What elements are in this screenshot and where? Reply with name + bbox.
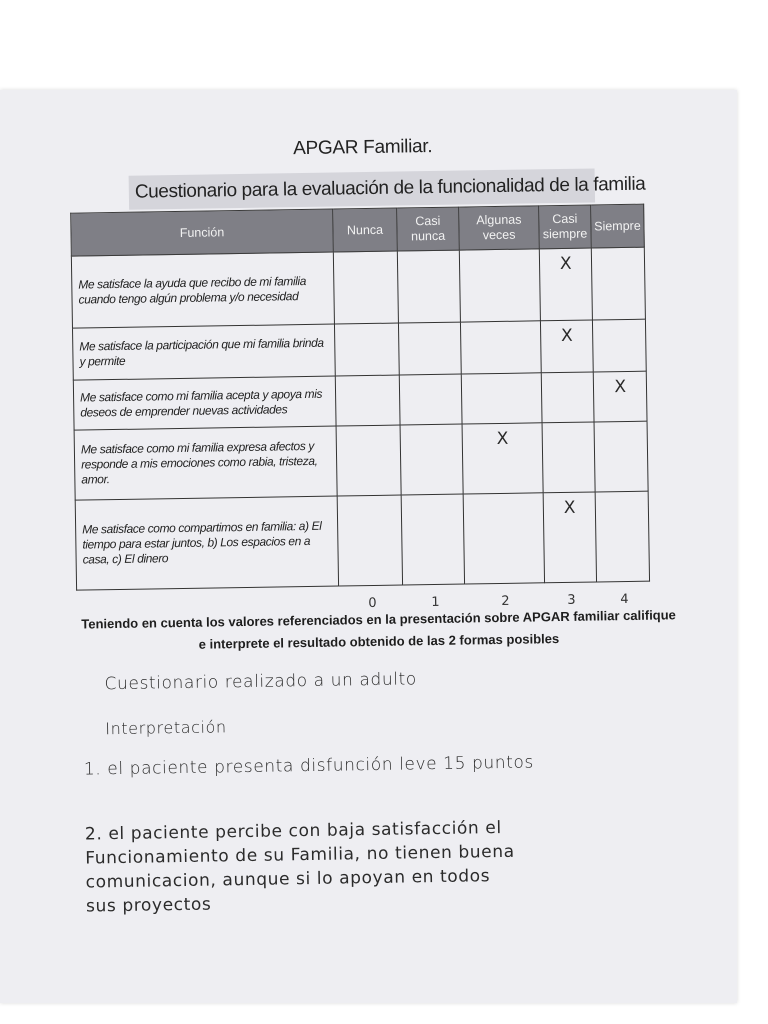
mark-cell: X [543,492,596,583]
mark-cell [397,250,460,323]
mark-cell: X [462,423,543,494]
mark-cell [335,375,400,426]
mark-cell [401,494,464,585]
score-value: 4 [620,591,629,608]
row-label: Me satisface como compartimos en familia: a) El tiempo para estar juntos, b) Los espacios en a casa, c) El dinero [75,496,338,590]
mark-cell: X [539,248,592,321]
mark-cell [592,319,646,372]
table-row [73,371,647,430]
mark-cell [461,373,542,424]
mark-cell [334,323,399,376]
instruction-line: e interprete el resultado obtenido de las 2 formas posibles [198,631,560,652]
answer-line: comunicacion, aunque si lo apoyan en todos [85,866,491,893]
table-row [72,319,646,380]
score-value: 3 [567,592,576,608]
header-casi-siempre: Casi siempre [539,205,592,249]
instruction-text [78,604,679,657]
answer-line: Funcionamiento de su Familia, no tienen buena [85,841,515,869]
score-value: 0 [368,595,377,612]
document-title: APGAR Familiar. [293,135,433,160]
answer-line: 2. el paciente percibe con baja satisfacción el [84,817,502,845]
answer-line: sus proyectos [85,894,212,917]
mark-cell [591,247,645,320]
mark-cell [400,424,463,495]
handwritten-note: Cuestionario realizado a un adulto [104,669,417,695]
mark-cell [399,374,462,425]
table-row [75,491,649,590]
score-value: 1 [431,594,440,611]
mark-cell [542,422,595,493]
apgar-table [70,204,650,591]
mark-cell [541,372,594,423]
score-value: 2 [501,593,510,609]
row-label: Me satisface la participación que mi familia brinda y permite [72,324,335,380]
mark-cell [595,491,649,582]
header-algunas-veces: Algunas veces [459,206,540,250]
mark-cell [459,249,540,322]
document-page [0,90,737,1003]
mark-cell: X [540,320,593,373]
row-label: Me satisface como mi familia expresa afectos y responde a mis emociones como rabia, tristeza, amor. [74,426,337,500]
document-content [0,90,737,1003]
handwritten-heading: Interpretación [105,717,227,739]
instruction-line: Teniendo en cuenta los valores referenciados en la presentación sobre APGAR familiar califique [81,607,676,632]
header-casi-nunca: Casi nunca [397,207,460,251]
mark-cell [333,251,398,324]
mark-cell: X [593,371,647,422]
table-row [74,421,648,500]
table-row [71,247,645,328]
header-nunca: Nunca [333,208,398,252]
mark-cell [398,322,461,375]
mark-cell [336,425,401,496]
row-label: Me satisface la ayuda que recibo de mi familia cuando tengo algún problema y/o necesidad [71,252,334,328]
handwritten-answer-2 [85,816,516,919]
header-siempre: Siempre [591,204,645,248]
mark-cell [337,495,402,586]
row-label: Me satisface como mi familia acepta y apoya mis deseos de emprender nuevas actividades [73,376,336,430]
header-funcion: Función [71,209,334,256]
mark-cell [463,493,544,584]
handwritten-answer-1: 1. el paciente presenta disfunción leve 15 puntos [83,752,535,780]
mark-cell [460,321,541,374]
document-subtitle: Cuestionario para la evaluación de la funcionalidad de la familia [129,168,595,209]
mark-cell [594,421,648,492]
